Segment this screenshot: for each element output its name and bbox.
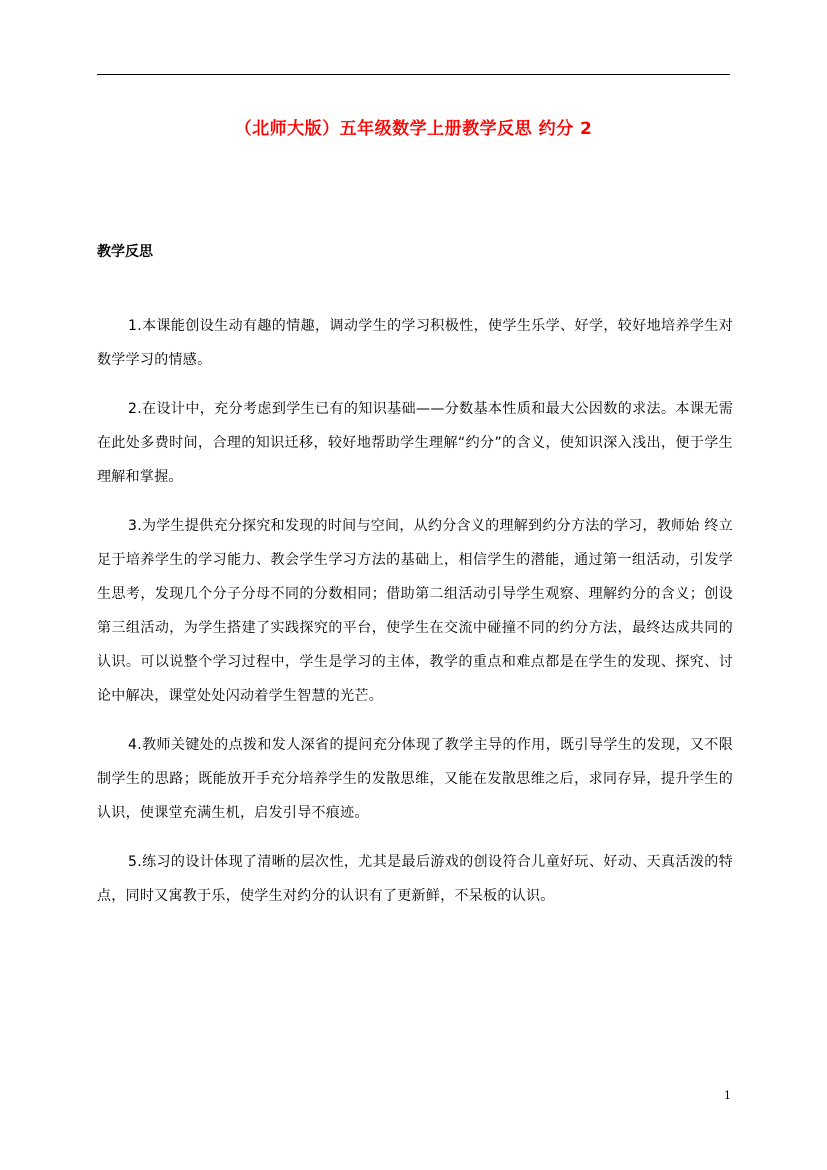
paragraph-5: 5.练习的设计体现了清晰的层次性，尤其是最后游戏的创设符合儿童好玩、好动、天真活泼的特点，同时又寓教于乐，使学生对约分的认识有了更新鲜，不呆板的认识。 xyxy=(97,854,733,904)
body-text xyxy=(97,309,733,928)
paragraph-3: 3.为学生提供充分探究和发现的时间与空间，从约分含义的理解到约分方法的学习，教师始 终立足于培养学生的学习能力、教会学生学习方法的基础上，相信学生的潜能，通过第一组活动，引发学生思考，发现几个分子分母不同的分数相同；借助第二组活动引导学生观察、理解约分的含义；创设第三组活动，为学生搭建了实践探究的平台，使学生在交流中碰撞不同的约分方法，最终达成共同的认识。可以说整个学习过程中，学生是学习的主体，教学的重点和难点都是在学生的发现、探究、讨论中解决，课堂处处闪动着学生智慧的光芒。 xyxy=(97,518,734,704)
section-heading: 教学反思 xyxy=(97,244,153,260)
paragraph-4: 4.教师关键处的点拨和发人深省的提问充分体现了教学主导的作用，既引导学生的发现，又不限制学生的思路；既能放开手充分培养学生的发散思维，又能在发散思维之后，求同存异，提升学生的认识，使课堂充满生机，启发引导不痕迹。 xyxy=(97,737,733,821)
paragraph-1: 1.本课能创设生动有趣的情趣，调动学生的学习积极性，使学生乐学、好学，较好地培养学生对数学学习的情感。 xyxy=(97,318,733,368)
header-rule xyxy=(97,74,730,75)
paragraph-2: 2.在设计中，充分考虑到学生已有的知识基础——分数基本性质和最大公因数的求法。本课无需在此处多费时间，合理的知识迁移，较好地帮助学生理解“约分”的含义，使知识深入浅出，便于学生理解和掌握。 xyxy=(97,401,733,485)
document-title: （北师大版）五年级数学上册教学反思 约分 2 xyxy=(234,119,593,139)
page-number: 1 xyxy=(724,1089,731,1102)
